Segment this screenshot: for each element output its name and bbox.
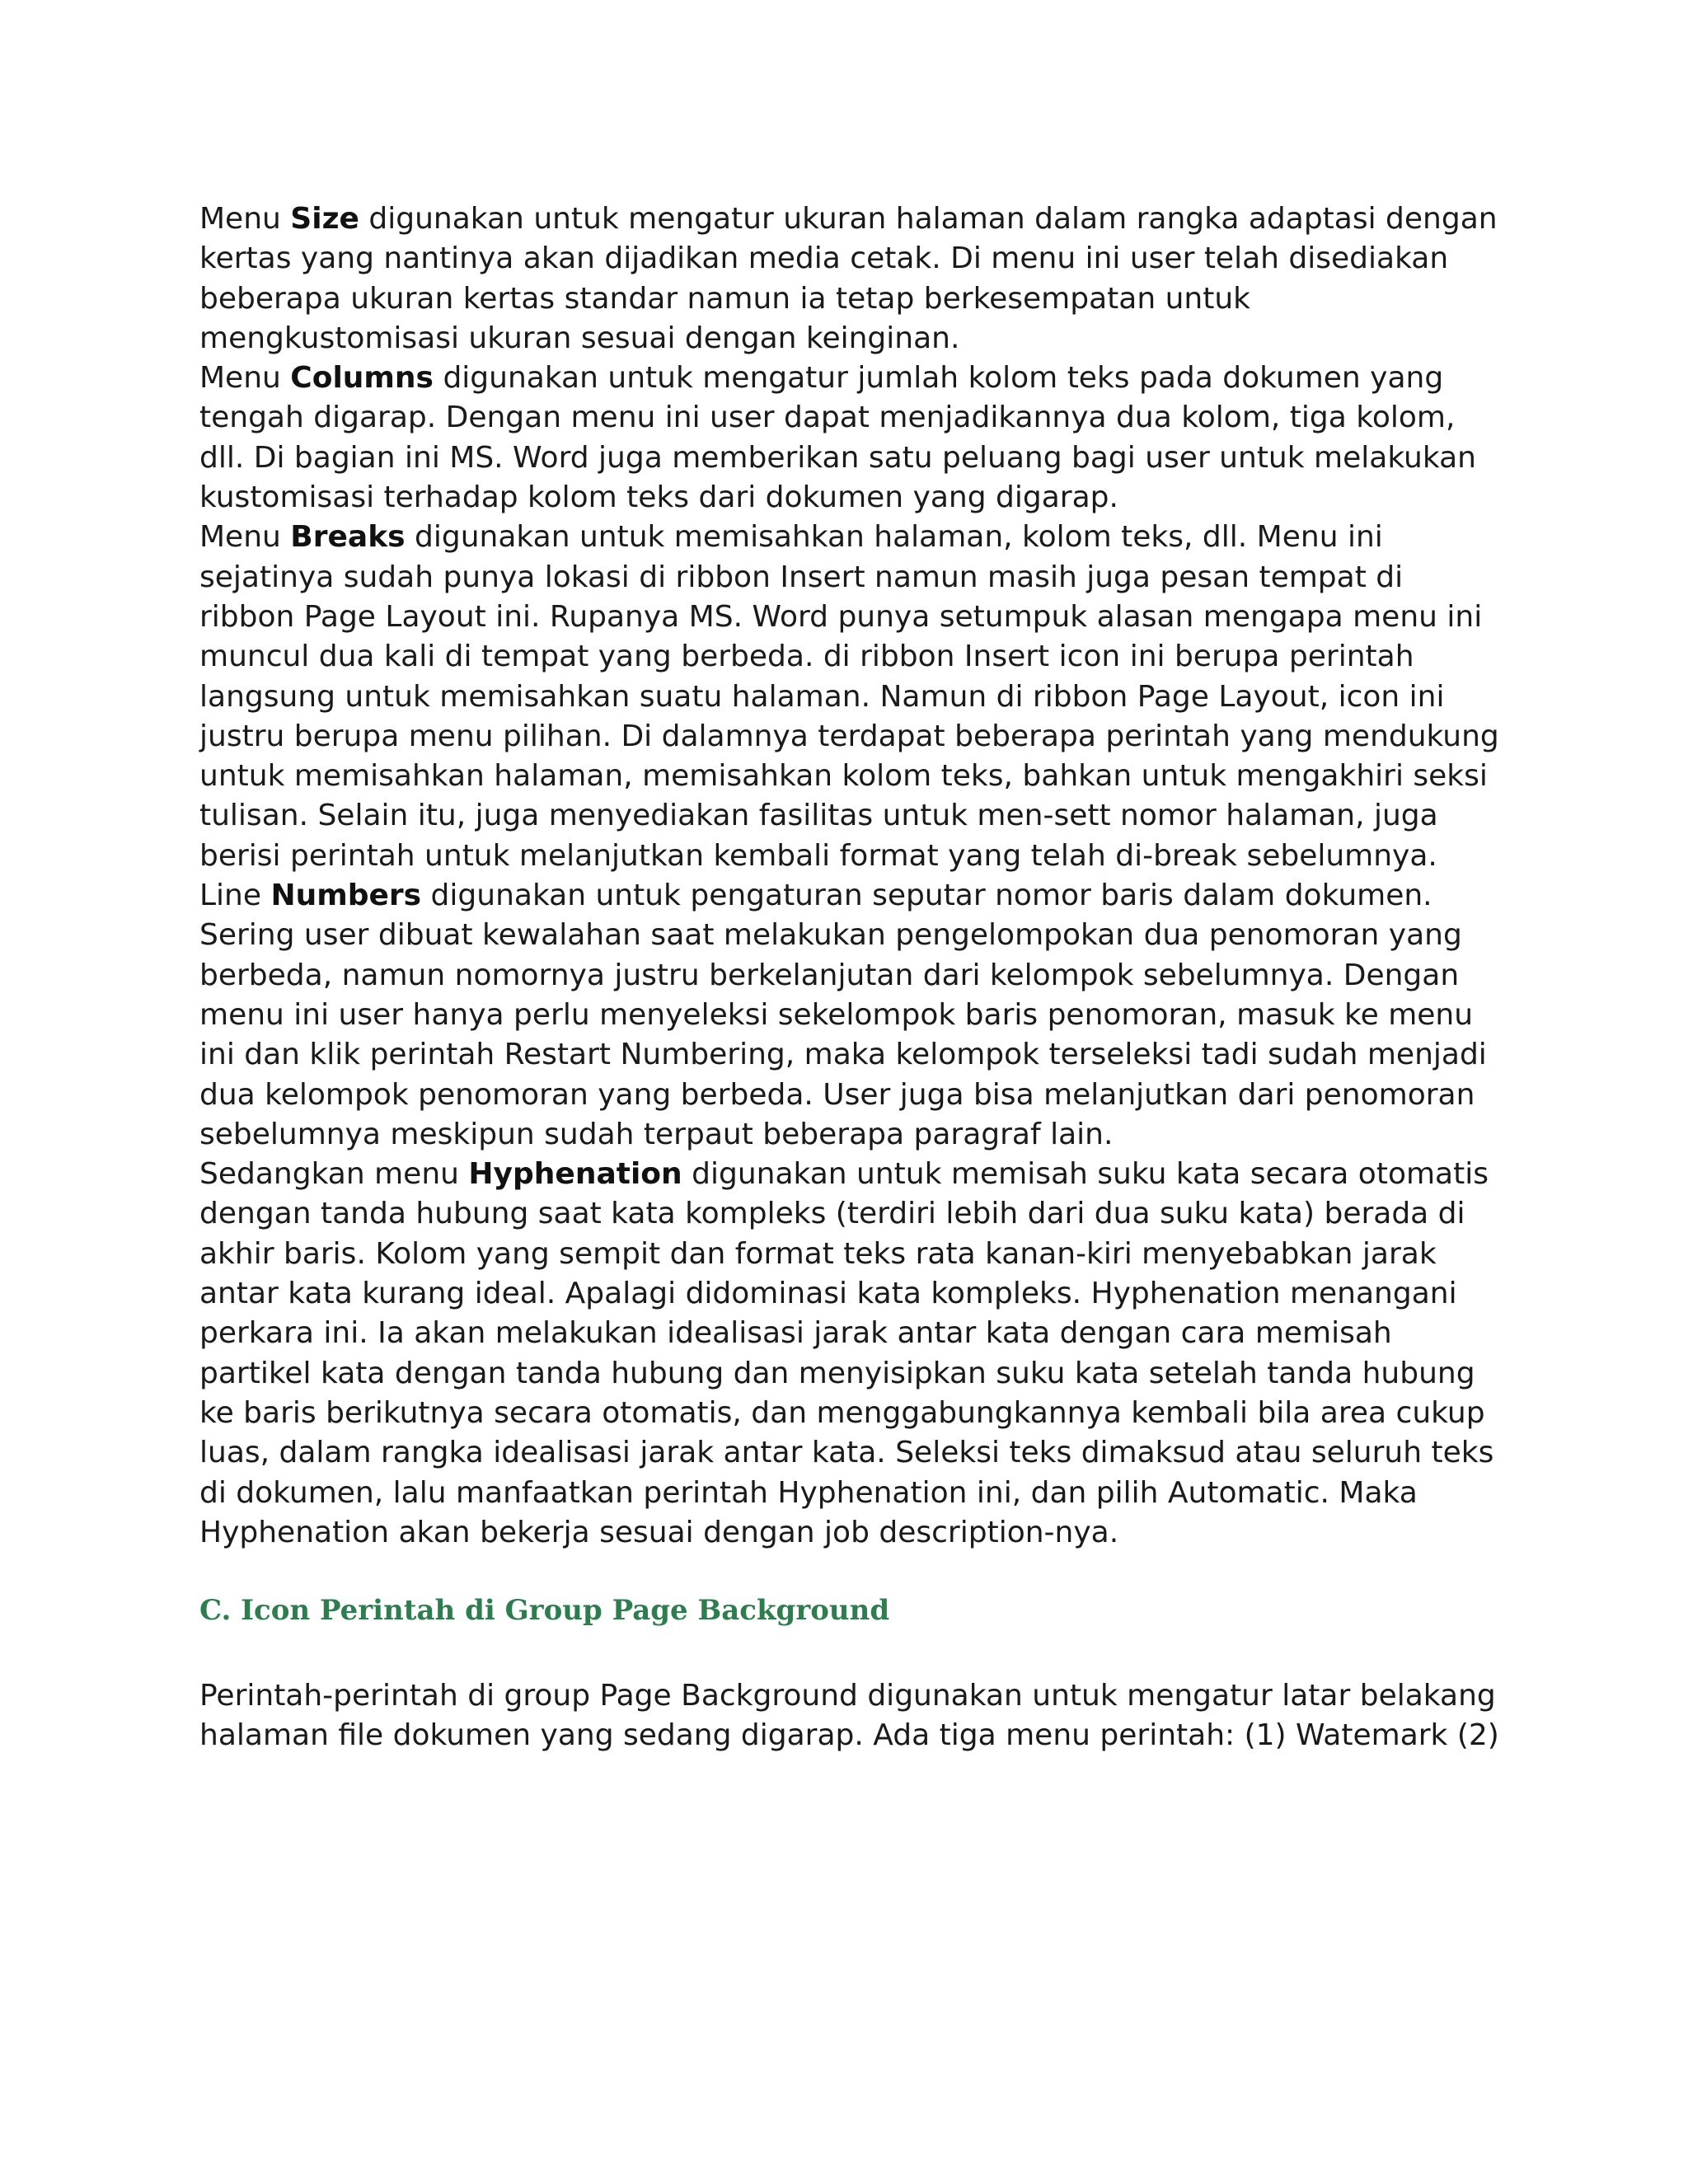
paragraph-text: digunakan untuk pengaturan seputar nomor baris dalam dokumen. Sering user dibuat kewalahan saat melakukan pengelompokan dua penomoran yang berbeda, namun nomornya justru berkelanjutan dari kelompok sebelumnya. Dengan menu ini user hanya perlu menyeleksi sekelompok baris penomoran, masuk ke menu ini dan klik perintah Restart Numbering, maka kelompok terseleksi tadi sudah menjadi dua kelompok penomoran yang berbeda. User juga bisa melanjutkan dari penomoran sebelumnya meskipun sudah terpaut beberapa paragraf lain. [199,879,1487,1151]
paragraph-breaks [199,518,1502,876]
paragraph-text: digunakan untuk mengatur jumlah kolom teks pada dokumen yang tengah digarap. Dengan menu ini user dapat menjadikannya dua kolom, tiga kolom, dll. Di bagian ini MS. Word juga memberikan satu peluang bagi user untuk melakukan kustomisasi terhadap kolom teks dari dokumen yang digarap. [199,361,1476,515]
paragraph-lead: Menu [199,520,291,555]
section-heading: C. Icon Perintah di Group Page Background [199,1594,890,1627]
paragraph-lead: Menu [199,361,291,396]
paragraph-text: digunakan untuk memisah suku kata secara otomatis dengan tanda hubung saat kata kompleks (terdiri lebih dari dua suku kata) berada di akhir baris. Kolom yang sempit dan format teks rata kanan-kiri menyebabkan jarak antar kata kurang ideal. Apalagi didominasi kata kompleks. Hyphenation menangani perkara ini. Ia akan melakukan idealisasi jarak antar kata dengan cara memisah partikel kata dengan tanda hubung dan menyisipkan suku kata setelah tanda hubung ke baris berikutnya secara otomatis, dan menggabungkannya kembali bila area cukup luas, dalam rangka idealisasi jarak antar kata. Seleksi teks dimaksud atau seluruh teks di dokumen, lalu manfaatkan perintah Hyphenation ini, dan pilih Automatic. Maka Hyphenation akan bekerja sesuai dengan job description-nya. [199,1157,1494,1549]
menu-term-numbers: Numbers [270,879,422,913]
paragraph-lead: Sedangkan menu [199,1157,469,1192]
paragraph-columns [199,359,1502,518]
menu-term-size: Size [290,202,359,236]
menu-term-columns: Columns [290,361,434,396]
paragraph-page-background: Perintah-perintah di group Page Background digunakan untuk mengatur latar belakang halaman file dokumen yang sedang digarap. Ada tiga menu perintah: (1) Watemark (2) [199,1679,1499,1753]
paragraph-lead: Line [199,879,271,913]
menu-term-hyphenation: Hyphenation [468,1157,682,1192]
paragraph-hyphenation [199,1155,1502,1553]
body-text-block-2 [199,1676,1502,1756]
paragraph-text: digunakan untuk memisahkan halaman, kolom teks, dll. Menu ini sejatinya sudah punya lokasi di ribbon Insert namun masih juga pesan tempat di ribbon Page Layout ini. Rupanya MS. Word punya setumpuk alasan mengapa menu ini muncul dua kali di tempat yang berbeda. di ribbon Insert icon ini berupa perintah langsung untuk memisahkan suatu halaman. Namun di ribbon Page Layout, icon ini justru berupa menu pilihan. Di dalamnya terdapat beberapa perintah yang mendukung untuk memisahkan halaman, memisahkan kolom teks, bahkan untuk mengakhiri seksi tulisan. Selain itu, juga menyediakan fasilitas untuk men-sett nomor halaman, juga berisi perintah untuk melanjutkan kembali format yang telah di-break sebelumnya. [199,520,1499,873]
paragraph-text: digunakan untuk mengatur ukuran halaman dalam rangka adaptasi dengan kertas yang nantinya akan dijadikan media cetak. Di menu ini user telah disediakan beberapa ukuran kertas standar namun ia tetap berkesempatan untuk mengkustomisasi ukuran sesuai dengan keinginan. [199,202,1498,355]
body-text-block [199,199,1502,1553]
paragraph-size [199,199,1502,359]
paragraph-lead: Menu [199,202,291,236]
menu-term-breaks: Breaks [290,520,406,555]
paragraph-line-numbers [199,876,1502,1155]
